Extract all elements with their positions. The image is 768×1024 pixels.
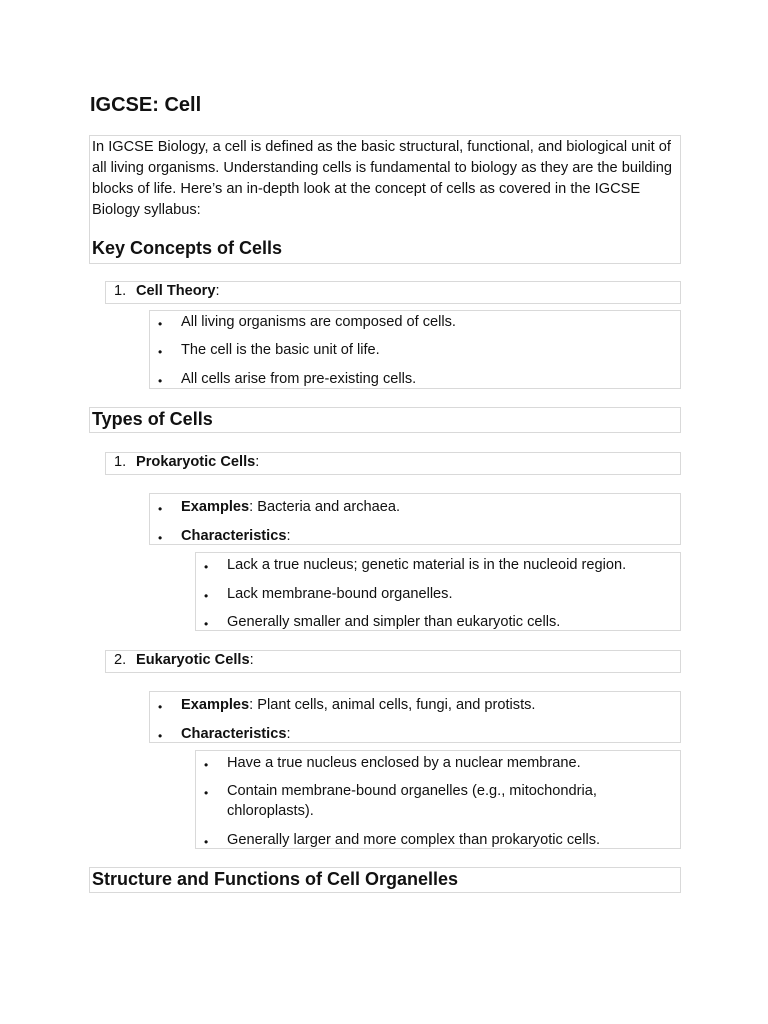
bullet-icon: • xyxy=(158,729,163,743)
prokaryotic-details xyxy=(149,493,681,545)
bullet-icon: • xyxy=(158,345,163,359)
bullet-icon: • xyxy=(158,502,163,516)
organelles-heading-box xyxy=(89,867,681,893)
bullet-icon: • xyxy=(158,700,163,714)
intro-section xyxy=(89,135,681,264)
list-number: 2. xyxy=(114,652,127,668)
bullet-icon: • xyxy=(204,758,209,772)
list-item: Lack a true nucleus; genetic material is in the nucleoid region. xyxy=(227,557,627,573)
list-item: All living organisms are composed of cells. xyxy=(181,314,456,330)
cell-theory-label: Cell Theory xyxy=(136,283,216,299)
bullet-icon: • xyxy=(204,786,209,800)
list-item: Examples: Bacteria and archaea. xyxy=(181,499,401,515)
list-item: Lack membrane-bound organelles. xyxy=(227,586,453,602)
list-item: Characteristics: xyxy=(181,726,291,742)
page-title: IGCSE: Cell xyxy=(90,94,202,116)
types-heading-box xyxy=(89,407,681,433)
cell-theory-points xyxy=(149,310,681,389)
list-number: 1. xyxy=(114,283,127,299)
list-item: Generally larger and more complex than prokaryotic cells. xyxy=(227,832,601,848)
list-item: Characteristics: xyxy=(181,528,291,544)
bullet-icon: • xyxy=(204,617,209,631)
bullet-icon: • xyxy=(204,835,209,849)
bullet-icon: • xyxy=(158,317,163,331)
eukaryotic-details xyxy=(149,691,681,743)
eukaryotic-item: 2. Eukaryotic Cells: xyxy=(105,650,681,673)
list-item: Generally smaller and simpler than eukaryotic cells. xyxy=(227,614,561,630)
list-item: The cell is the basic unit of life. xyxy=(181,342,380,358)
organelles-heading: Structure and Functions of Cell Organelles xyxy=(92,869,459,889)
list-item: Contain membrane-bound organelles (e.g., mitochondria, chloroplasts). xyxy=(227,783,597,819)
types-heading: Types of Cells xyxy=(92,409,213,429)
bullet-icon: • xyxy=(158,531,163,545)
prokaryotic-item: 1. Prokaryotic Cells: xyxy=(105,452,681,475)
cell-theory-item: 1. Cell Theory: xyxy=(105,281,681,304)
prokaryotic-label: Prokaryotic Cells xyxy=(136,454,256,470)
eukaryotic-characteristics xyxy=(195,750,681,849)
bullet-icon: • xyxy=(204,560,209,574)
list-item: All cells arise from pre-existing cells. xyxy=(181,371,417,387)
bullet-icon: • xyxy=(158,374,163,388)
key-concepts-heading: Key Concepts of Cells xyxy=(92,238,283,258)
prokaryotic-characteristics xyxy=(195,552,681,631)
list-number: 1. xyxy=(114,454,127,470)
eukaryotic-label: Eukaryotic Cells xyxy=(136,652,250,668)
bullet-icon: • xyxy=(204,589,209,603)
intro-paragraph: In IGCSE Biology, a cell is defined as the basic structural, functional, and biological unit of all living organisms. Understanding cells is fundamental to biology as they are the building blocks of life. Here’s an in-depth look at the concept of cells as covered in the IGCSE Biology syllabus: xyxy=(92,139,673,218)
list-item: Examples: Plant cells, animal cells, fungi, and protists. xyxy=(181,697,536,713)
list-item: Have a true nucleus enclosed by a nuclear membrane. xyxy=(227,755,581,771)
